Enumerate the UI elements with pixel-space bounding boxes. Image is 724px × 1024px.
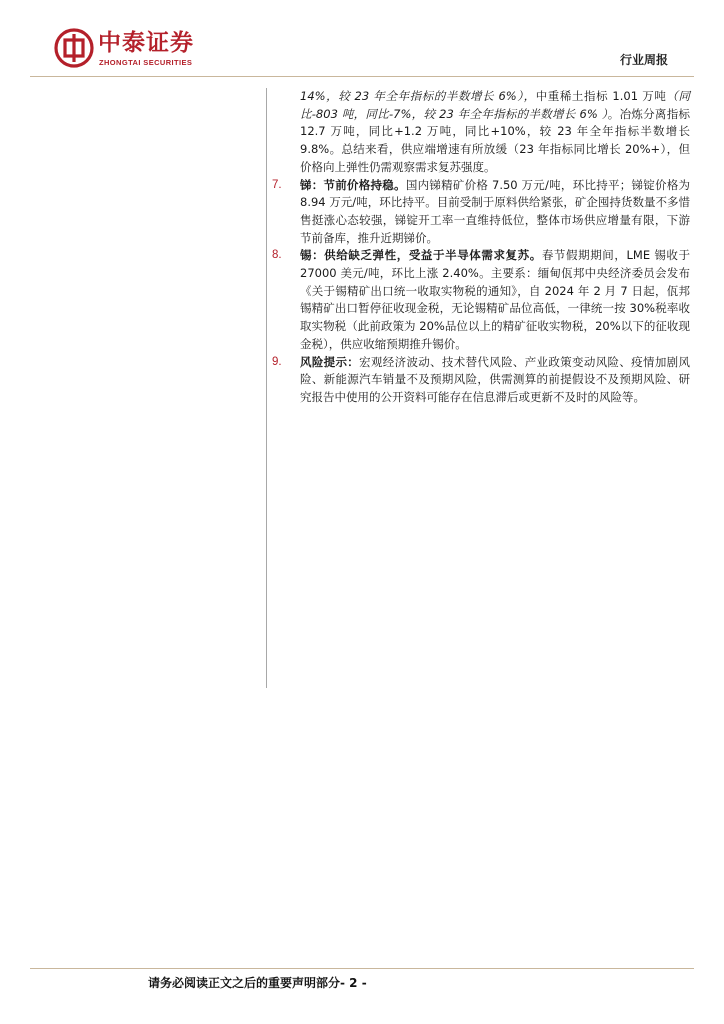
main-content [272, 88, 690, 407]
page-number: - 2 - [340, 976, 367, 990]
page-footer [148, 974, 367, 991]
continued-paragraph [272, 88, 690, 177]
list-item-text: 春节假期期间，LME 锡收于 27000 美元/吨，环比上涨 2.40%。主要系：缅甸佤邦中央经济委员会发布《关于锡精矿出口统一收取实物税的通知》，自 2024 年 2 月 7 日起，佤邦锡精矿出口暂停征收现金税，无论锡精矿品位高低，一律统一按 30%税率收取实物税（此前政策为 20%品位以上的精矿征收实物税，20%以下的征收现金税），供应收缩预期推升锡价。 [300, 248, 691, 351]
text-run: （同比-803 吨，同比-7%，较 23 年全年指标的半数增长 6% ） [300, 89, 691, 121]
column-divider [266, 88, 267, 688]
brand-name-cn: 中泰证券 [98, 30, 194, 56]
company-logo [54, 28, 224, 72]
list-item-antimony [272, 177, 690, 248]
list-item-heading: 风险提示： [300, 354, 360, 369]
text-run: 。冶炼分离指标 12.7 万吨，同比+1.2 万吨，同比+10%，较 23 年全年指标半数增长 9.8%。总结来看，供应端增速有所放缓（23 年指标同比增长 20%+），但价格向上弹性仍需观察需求复苏强度。 [300, 106, 690, 174]
list-item-number: 9. [272, 355, 282, 368]
text-run: 中重稀土指标 1.01 万吨 [535, 89, 667, 103]
list-item-risk [272, 354, 690, 407]
header-divider [30, 76, 694, 77]
list-item-number: 8. [272, 249, 282, 262]
list-item-heading: 锑：节前价格持稳。 [300, 177, 406, 192]
brand-name-en: ZHONGTAI SECURITIES [99, 58, 193, 67]
list-item-text: 国内锑精矿价格 7.50 万元/吨，环比持平；锑锭价格为 8.94 万元/吨，环比持平。目前受制于原料供给紧张，矿企囤持货数量不多惜售挺涨心态较强，锑锭开工率一直维持低位，整体市场供应增量有限，下游节前备库，推升近期锑价。 [300, 177, 690, 245]
footer-disclaimer: 请务必阅读正文之后的重要声明部分 [148, 976, 341, 990]
report-type-label: 行业周报 [619, 53, 668, 67]
list-item-number: 7. [272, 178, 282, 191]
text-run: 14%，较 23 年全年指标的半数增长 6%）， [300, 89, 536, 103]
footer-divider [30, 968, 694, 969]
list-item-tin [272, 247, 690, 353]
zhongtai-logo-icon [54, 28, 94, 68]
list-item-text: 宏观经济波动、技术替代风险、产业政策变动风险、疫情加剧风险、新能源汽车销量不及预期风险，供需测算的前提假设不及预期风险、研究报告中使用的公开资料可能存在信息滞后或更新不及时的风险等。 [300, 354, 690, 404]
list-item-heading: 锡：供给缺乏弹性，受益于半导体需求复苏。 [300, 248, 542, 263]
